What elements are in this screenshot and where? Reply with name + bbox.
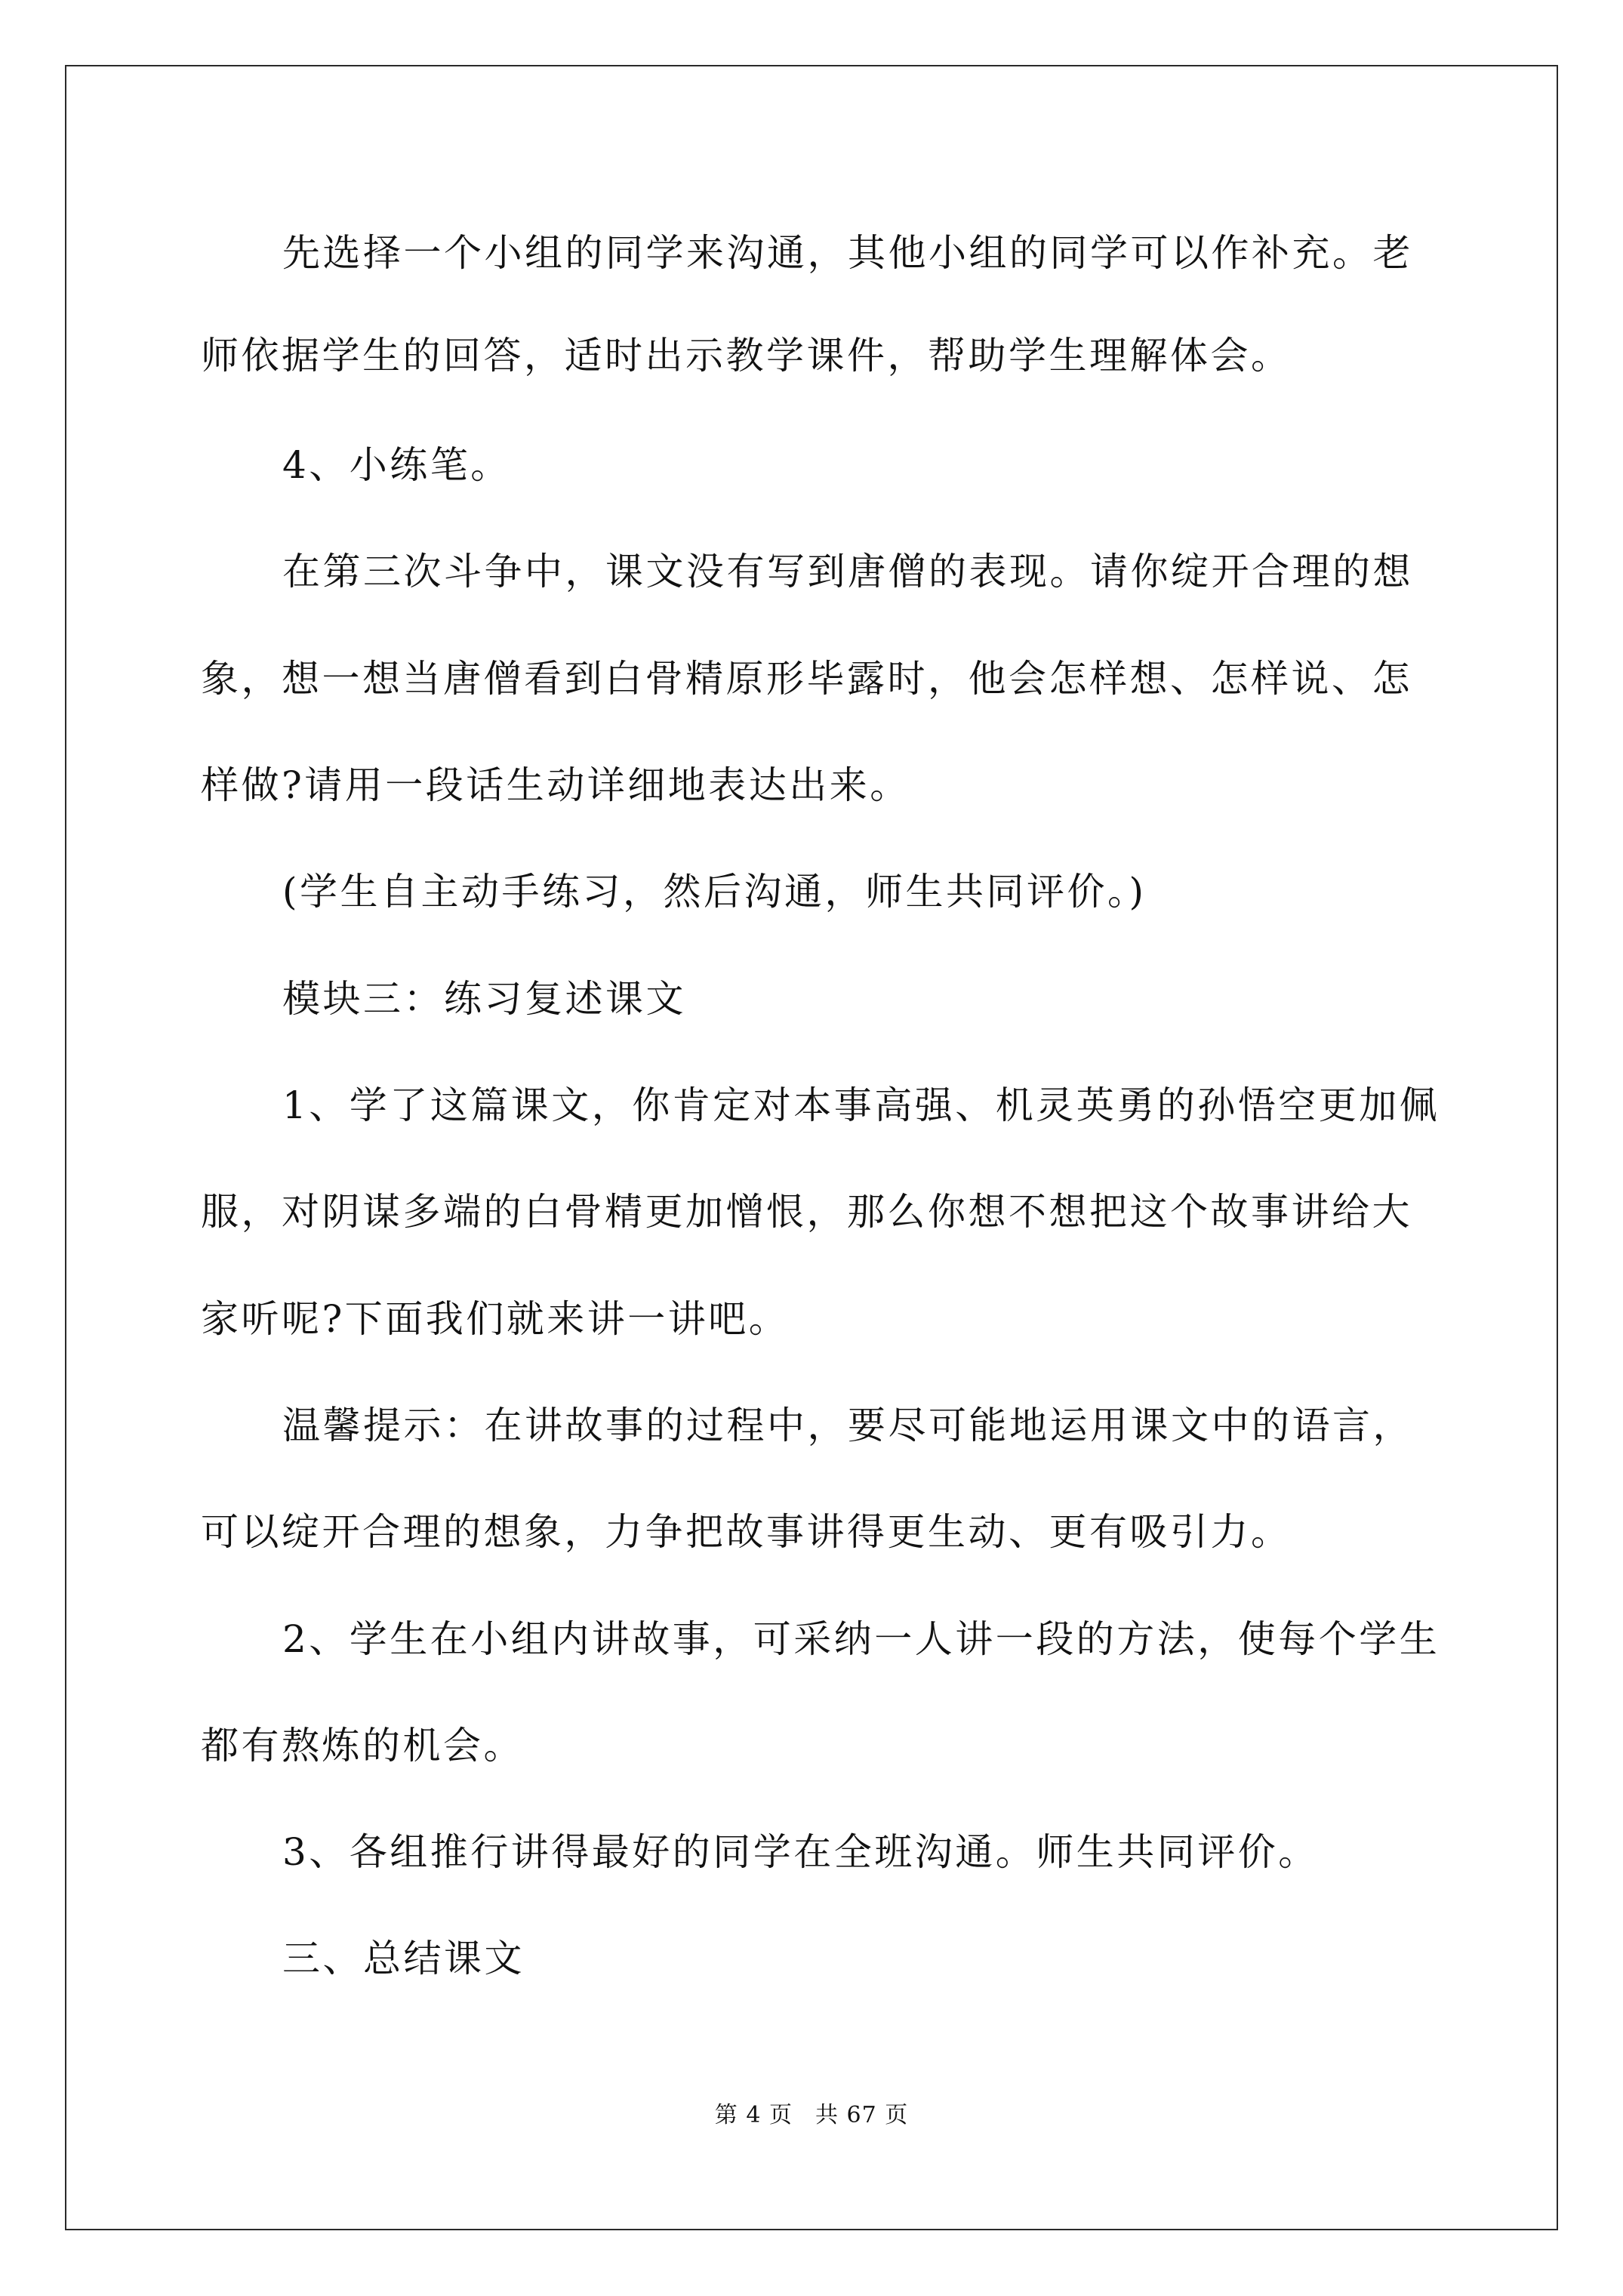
text-line: 家听呢?下面我们就来讲一讲吧。 [201, 1297, 790, 1341]
text-line: (学生自主动手练习，然后沟通，师生共同评价。) [282, 870, 1147, 914]
text-line: 先选择一个小组的同学来沟通，其他小组的同学可以作补充。老 [282, 231, 1413, 275]
text-line: 可以绽开合理的想象，力争把故事讲得更生动、更有吸引力。 [201, 1510, 1292, 1554]
section-heading: 三、总结课文 [282, 1937, 525, 1980]
text-line: 师依据学生的回答，适时出示教学课件，帮助学生理解体会。 [201, 334, 1292, 378]
page-border [65, 65, 1558, 2230]
text-line: 样做?请用一段话生动详细地表达出来。 [201, 763, 910, 807]
page-number: 第 4 页 [714, 2102, 793, 2128]
page-total: 共 67 页 [815, 2102, 909, 2128]
text-line: 4、小练笔。 [282, 443, 511, 487]
section-heading: 模块三：练习复述课文 [282, 977, 686, 1021]
page-footer [0, 2102, 1623, 2129]
text-line: 在第三次斗争中，课文没有写到唐僧的表现。请你绽开合理的想 [282, 550, 1413, 593]
text-line: 象，想一想当唐僧看到白骨精原形毕露时，他会怎样想、怎样说、怎 [201, 657, 1412, 701]
text-line: 服，对阴谋多端的白骨精更加憎恨，那么你想不想把这个故事讲给大 [201, 1190, 1412, 1234]
text-line: 温馨提示：在讲故事的过程中，要尽可能地运用课文中的语言， [282, 1404, 1413, 1447]
text-line: 3、各组推行讲得最好的同学在全班沟通。师生共同评价。 [282, 1830, 1319, 1874]
text-line: 1、学了这篇课文，你肯定对本事高强、机灵英勇的孙悟空更加佩 [282, 1083, 1440, 1127]
text-line: 2、学生在小组内讲故事，可采纳一人讲一段的方法，使每个学生 [282, 1617, 1440, 1661]
text-line: 都有熬炼的机会。 [201, 1724, 524, 1767]
